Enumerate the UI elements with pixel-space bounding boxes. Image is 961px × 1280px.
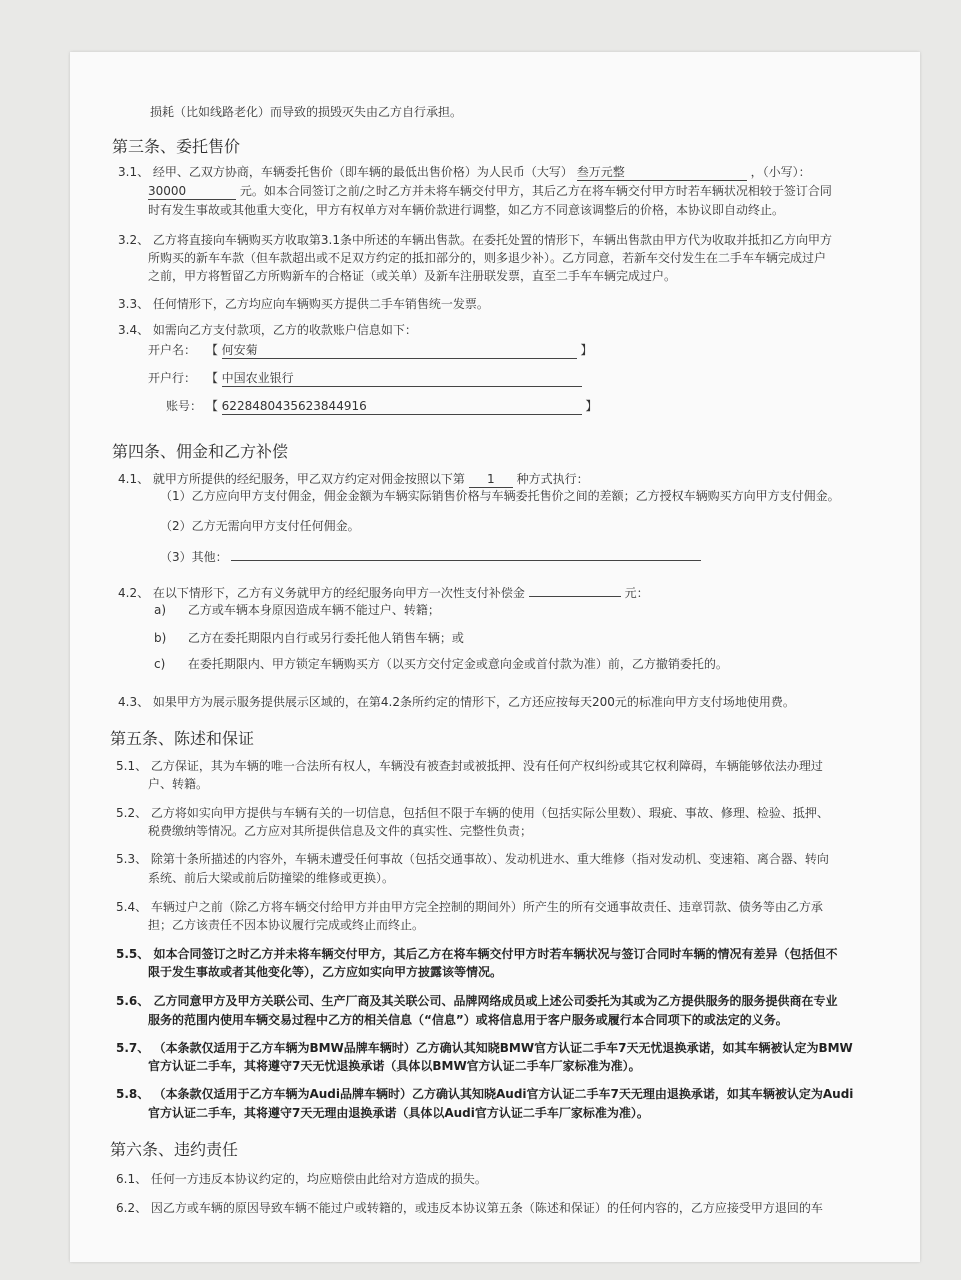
- clause-4-2-line: [118, 582, 649, 601]
- clause-5-5-num: 5.5、: [116, 947, 150, 961]
- clause-4-3-text: 如果甲方为展示服务提供展示区域的，在第4.2条所约定的情形下，乙方还应按每天200元的标准向甲方支付场地使用费。: [152, 695, 795, 709]
- clause-3-4-text: 如需向乙方支付款项，乙方的收款账户信息如下：: [152, 323, 417, 337]
- clause-3-1-num: 3.1、: [118, 165, 150, 179]
- clause-3-3-line: [118, 296, 489, 312]
- clause-4-3-num: 4.3、: [118, 695, 150, 709]
- clause-3-1-line-2: [148, 183, 832, 200]
- clause-3-2-line-2: 所购买的新车车款（但车款超出或不足双方约定的抵扣部分的，则多退少补）。乙方同意，若新车交付发生在二手车车辆完成过户: [148, 251, 827, 265]
- item-c-text: 在委托期限内、甲方锁定车辆购买方（以买方交付定金或意向金或首付款为准）前，乙方撤销委托的。: [187, 657, 728, 671]
- clause-5-6-text-1: 乙方同意甲方及甲方关联公司、生产厂商及其关联公司、品牌网络成员或上述公司委托为其或为乙方提供服务的服务提供商在专业: [153, 994, 838, 1008]
- option-3-label: （3）其他：: [160, 550, 228, 564]
- clause-3-2-text-1: 乙方将直接向车辆购买方收取第3.1条中所述的车辆出售款。在委托处置的情形下，车辆出售款由甲方代为收取并抵扣乙方向甲方: [152, 233, 833, 247]
- clause-3-3-text: 任何情形下，乙方均应向车辆购买方提供二手车销售统一发票。: [152, 297, 489, 311]
- clause-4-1-text-a: 就甲方所提供的经纪服务，甲乙双方约定对佣金按照以下第: [152, 472, 465, 486]
- clause-5-3-num: 5.3、: [116, 852, 148, 866]
- option-2: （2）乙方无需向甲方支付任何佣金。: [160, 519, 360, 533]
- section-4-title: 第四条、佣金和乙方补偿: [112, 442, 289, 461]
- clause-5-3-line-1: [116, 851, 829, 867]
- clause-5-6-num: 5.6、: [116, 994, 150, 1008]
- clause-5-2-line-2: 税费缴纳等情况。乙方应对其所提供信息及文件的真实性、完整性负责；: [148, 824, 533, 838]
- bracket-close: 】: [585, 399, 598, 413]
- clause-5-4-line-2: 担；乙方该责任不因本协议履行完成或终止而终止。: [148, 918, 425, 932]
- bracket-open: 【: [205, 399, 218, 413]
- bank-row: [148, 370, 582, 387]
- clause-5-7-line-1: [116, 1040, 853, 1056]
- clause-5-7-text-1: （本条款仅适用于乙方车辆为BMW品牌车辆时）乙方确认其知晓BMW官方认证二手车7天无忧退换承诺，如其车辆被认定为BMW: [153, 1041, 853, 1055]
- clause-4-2-b: [154, 630, 464, 646]
- clause-3-2-line-3: 之前，甲方将暂留乙方所购新车的合格证（或关单）及新车注册联发票，直至二手车车辆完成过户。: [148, 269, 677, 283]
- section-6-title: 第六条、违约责任: [110, 1140, 239, 1159]
- option-3-row: [160, 546, 701, 565]
- clause-4-1-line: [118, 471, 589, 488]
- top-line: 损耗（比如线路老化）而导致的损毁灭失由乙方自行承担。: [150, 105, 463, 119]
- clause-6-2-num: 6.2、: [116, 1201, 148, 1215]
- clause-5-3-text-1: 除第十条所描述的内容外，车辆未遭受任何事故（包括交通事故）、发动机进水、重大维修（指对发动机、变速箱、离合器、转向: [150, 852, 829, 866]
- clause-4-2-num: 4.2、: [118, 586, 150, 600]
- clause-4-2-c: [154, 656, 728, 672]
- clause-6-2-line: [116, 1200, 823, 1216]
- clause-5-8-line-1: [116, 1086, 853, 1102]
- clause-5-4-text-1: 车辆过户之前（除乙方将车辆交付给甲方并由甲方完全控制的期间外）所产生的所有交通事故责任、违章罚款、债务等由乙方承: [150, 900, 823, 914]
- clause-5-2-num: 5.2、: [116, 806, 148, 820]
- item-b-text: 乙方在委托期限内自行或另行委托他人销售车辆；或: [187, 631, 464, 645]
- option-3-blank: [231, 546, 701, 561]
- clause-6-1-line: [116, 1171, 487, 1187]
- clause-5-4-num: 5.4、: [116, 900, 148, 914]
- clause-5-6-line-1: [116, 993, 837, 1009]
- clause-6-1-num: 6.1、: [116, 1172, 148, 1186]
- clause-5-1-line-2: 户、转籍。: [148, 777, 209, 791]
- clause-5-8-line-2: 官方认证二手车，其将遵守7天无理由退换承诺（具体以Audi官方认证二手车厂家标准为准）。: [148, 1106, 649, 1120]
- clause-3-1-line-3: 时有发生事故或其他重大变化，甲方有权单方对车辆价款进行调整，如乙方不同意该调整后的价格，本协议即自动终止。: [148, 203, 785, 217]
- section-5-title: 第五条、陈述和保证: [110, 729, 255, 748]
- clause-6-1-text: 任何一方违反本协议约定的，均应赔偿由此给对方造成的损失。: [150, 1172, 487, 1186]
- clause-3-4-num: 3.4、: [118, 323, 150, 337]
- clause-3-2-num: 3.2、: [118, 233, 150, 247]
- clause-3-1-text-c: 元。如本合同签订之前/之时乙方并未将车辆交付甲方，其后乙方在将车辆交付甲方时若车辆状况相较于签订合同: [239, 184, 832, 198]
- clause-4-2-text-a: 在以下情形下，乙方有义务就甲方的经纪服务向甲方一次性支付补偿金: [152, 586, 525, 600]
- account-number-label: 账号：: [165, 399, 202, 413]
- clause-5-7-num: 5.7、: [116, 1041, 150, 1055]
- clause-6-2-text: 因乙方或车辆的原因导致车辆不能过户或转籍的，或违反本协议第五条（陈述和保证）的任何内容的，乙方应接受甲方退回的车: [150, 1201, 823, 1215]
- contract-content: [70, 52, 920, 1262]
- clause-4-1-text-b: 种方式执行：: [516, 472, 589, 486]
- clause-5-1-num: 5.1、: [116, 759, 148, 773]
- clause-5-4-line-1: [116, 899, 823, 915]
- item-a-label: a): [154, 603, 167, 617]
- clause-3-1-line-1: [118, 164, 811, 181]
- section-3-title: 第三条、委托售价: [112, 137, 241, 156]
- clause-5-3-line-2: 系统、前后大梁或前后防撞梁的维修或更换）。: [148, 871, 395, 885]
- account-name-row: [148, 342, 593, 359]
- option-1: （1）乙方应向甲方支付佣金，佣金金额为车辆实际销售价格与车辆委托售价之间的差额；乙方授权车辆购买方向甲方支付佣金。: [160, 489, 840, 503]
- commission-option-field: 1: [469, 471, 513, 488]
- account-name-label: 开户名：: [148, 343, 197, 357]
- clause-4-2-text-b: 元：: [624, 586, 649, 600]
- account-number-row: [148, 398, 598, 415]
- clause-5-5-line-2: 限于发生事故或者其他变化等），乙方应如实向甲方披露该等情况。: [148, 965, 503, 979]
- clause-3-2-line-1: [118, 232, 832, 248]
- upper-amount-field: 叁万元整: [577, 164, 747, 181]
- clause-3-1-text-b: ，（小写）：: [750, 165, 811, 179]
- clause-5-8-text-1: （本条款仅适用于乙方车辆为Audi品牌车辆时）乙方确认其知晓Audi官方认证二手车7天无理由退换承诺，如其车辆被认定为Audi: [153, 1087, 854, 1101]
- item-c-label: c): [154, 657, 166, 671]
- clause-5-1-text-1: 乙方保证，其为车辆的唯一合法所有权人，车辆没有被查封或被抵押、没有任何产权纠纷或其它权利障碍，车辆能够依法办理过: [150, 759, 823, 773]
- account-name-value: 何安菊: [222, 342, 577, 359]
- clause-5-5-line-1: [116, 946, 837, 962]
- bracket-open: 【: [205, 371, 218, 385]
- compensation-amount-blank: [529, 582, 621, 597]
- clause-5-1-line-1: [116, 758, 823, 774]
- account-number-value: 6228480435623844916: [222, 398, 582, 415]
- clause-3-3-num: 3.3、: [118, 297, 150, 311]
- contract-page: [70, 52, 920, 1262]
- clause-3-1-text-a: 经甲、乙双方协商，车辆委托售价（即车辆的最低出售价格）为人民币（大写）: [152, 165, 573, 179]
- lower-amount-field: 30000: [148, 183, 236, 200]
- clause-5-5-text-1: 如本合同签订之时乙方并未将车辆交付甲方，其后乙方在将车辆交付甲方时若车辆状况与签订合同时车辆的情况有差异（包括但不: [153, 947, 838, 961]
- clause-5-8-num: 5.8、: [116, 1087, 150, 1101]
- item-a-text: 乙方或车辆本身原因造成车辆不能过户、转籍；: [187, 603, 440, 617]
- clause-4-2-a: [154, 602, 440, 618]
- bracket-open: 【: [205, 343, 218, 357]
- clause-5-2-text-1: 乙方将如实向甲方提供与车辆有关的一切信息，包括但不限于车辆的使用（包括实际公里数）、瑕疵、事故、修理、检验、抵押、: [150, 806, 829, 820]
- clause-4-3-line: [118, 694, 795, 710]
- item-b-label: b): [154, 631, 167, 645]
- clause-3-4-line: [118, 322, 417, 338]
- bank-label: 开户行：: [148, 371, 197, 385]
- clause-4-1-num: 4.1、: [118, 472, 150, 486]
- clause-5-6-line-2: 服务的范围内使用车辆交易过程中乙方的相关信息（“信息”）或将信息用于客户服务或履行本合同项下的或法定的义务。: [148, 1013, 788, 1027]
- bank-value: 中国农业银行: [222, 370, 582, 387]
- clause-5-2-line-1: [116, 805, 829, 821]
- bracket-close: 】: [580, 343, 593, 357]
- clause-5-7-line-2: 官方认证二手车，其将遵守7天无忧退换承诺（具体以BMW官方认证二手车厂家标准为准）。: [148, 1059, 641, 1073]
